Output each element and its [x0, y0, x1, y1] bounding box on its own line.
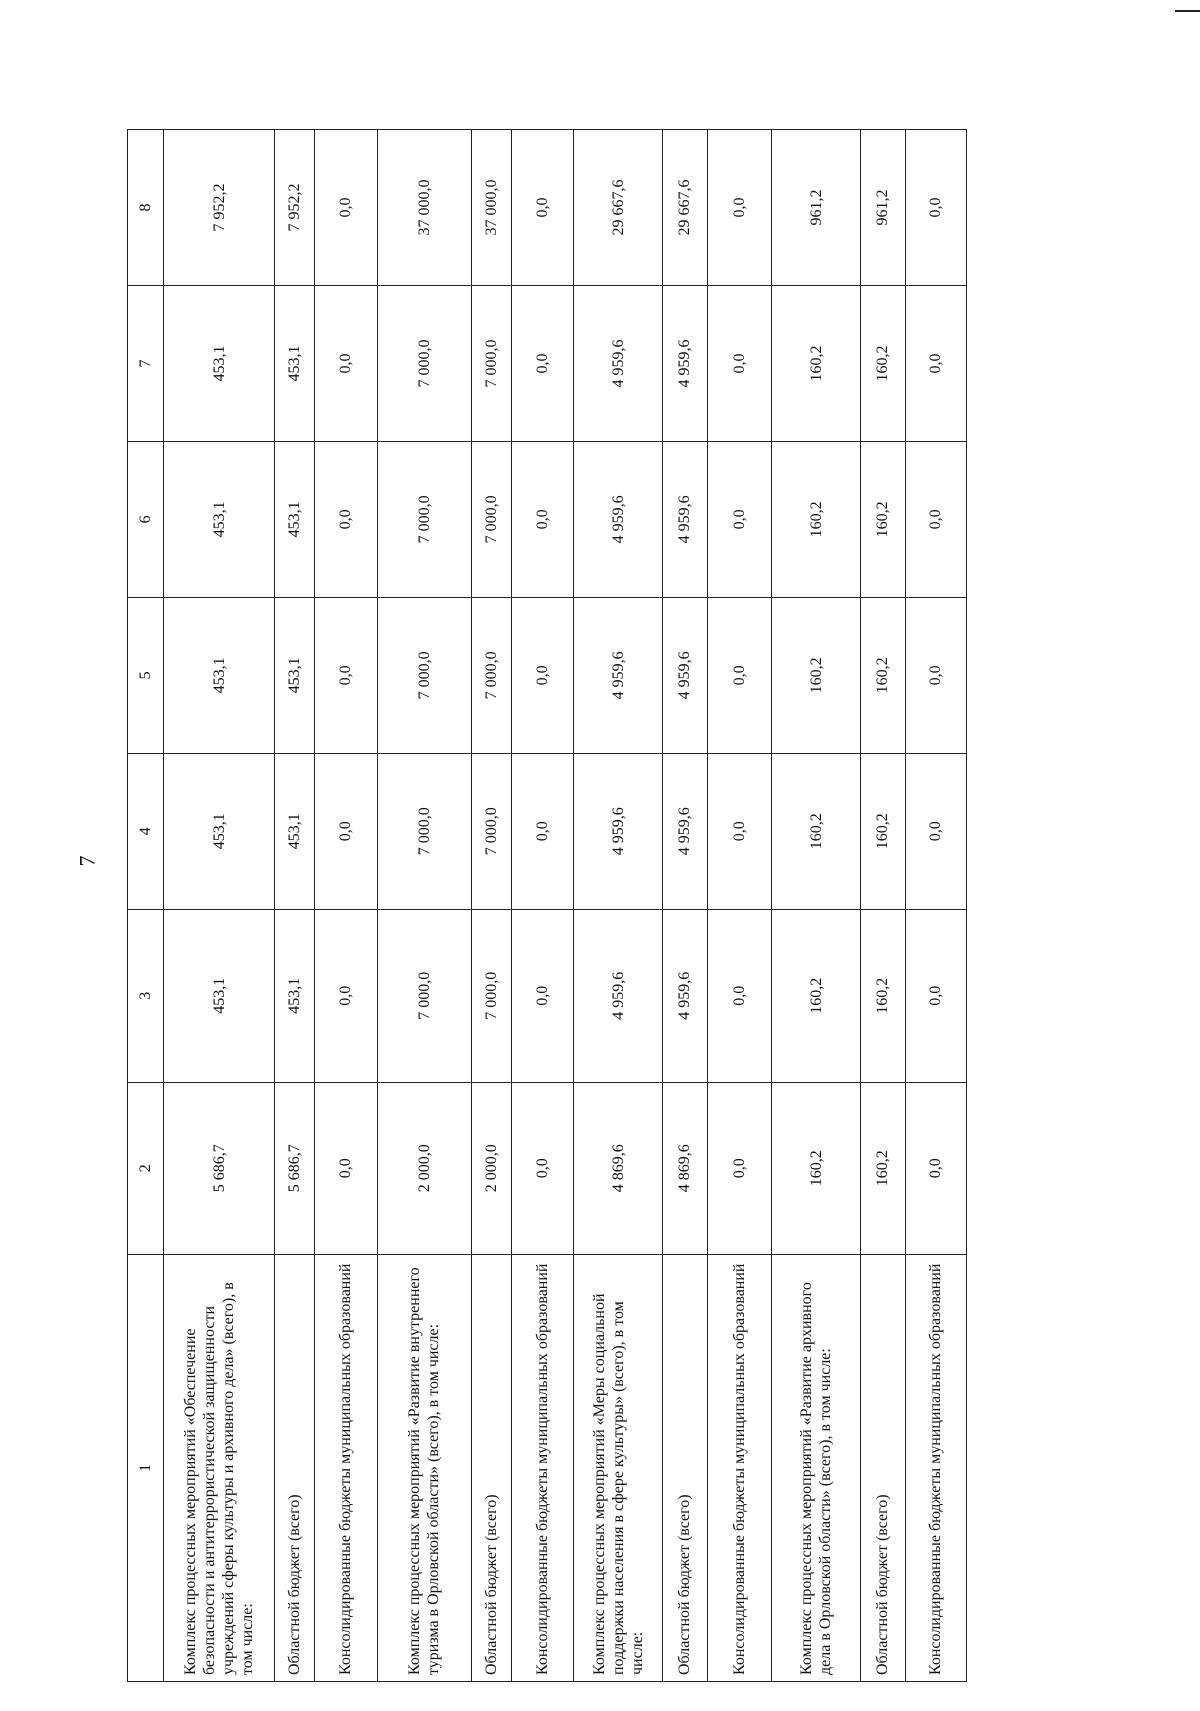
value-cell: 0,0	[905, 753, 966, 909]
row-label: Комплекс процессных мероприятий «Меры социальной поддержки населения в сфере культуры» (всего), в том числе:	[574, 1254, 663, 1681]
value-cell: 7 000,0	[377, 909, 472, 1082]
header-cell: 2	[128, 1082, 164, 1254]
value-cell: 7 000,0	[377, 286, 472, 442]
header-cell: 7	[128, 286, 164, 442]
value-cell: 7 000,0	[472, 753, 512, 909]
value-cell: 160,2	[772, 753, 861, 909]
value-cell: 4 959,6	[663, 597, 707, 753]
value-cell: 160,2	[772, 1082, 861, 1254]
value-cell: 0,0	[512, 130, 574, 286]
value-cell: 7 000,0	[472, 597, 512, 753]
value-cell: 7 000,0	[472, 441, 512, 597]
value-cell: 7 952,2	[164, 130, 275, 286]
value-cell: 0,0	[512, 597, 574, 753]
value-cell: 0,0	[315, 130, 377, 286]
value-cell: 160,2	[861, 286, 905, 442]
value-cell: 0,0	[905, 286, 966, 442]
table-header-row	[128, 130, 164, 1682]
budget-table	[127, 129, 967, 1682]
row-label: Консолидированные бюджеты муниципальных образований	[707, 1254, 772, 1681]
row-label: Консолидированные бюджеты муниципальных образований	[315, 1254, 377, 1681]
value-cell: 160,2	[861, 1082, 905, 1254]
header-cell: 6	[128, 441, 164, 597]
value-cell: 160,2	[861, 597, 905, 753]
value-cell: 160,2	[772, 597, 861, 753]
header-cell: 8	[128, 130, 164, 286]
edge-mark	[1175, 10, 1200, 12]
value-cell: 29 667,6	[663, 130, 707, 286]
value-cell: 37 000,0	[472, 130, 512, 286]
value-cell: 4 959,6	[663, 286, 707, 442]
value-cell: 0,0	[512, 1082, 574, 1254]
value-cell: 160,2	[772, 286, 861, 442]
table-row	[275, 130, 315, 1682]
row-label: Областной бюджет (всего)	[861, 1254, 905, 1681]
header-cell: 3	[128, 909, 164, 1082]
value-cell: 453,1	[164, 753, 275, 909]
value-cell: 0,0	[707, 441, 772, 597]
value-cell: 2 000,0	[377, 1082, 472, 1254]
value-cell: 37 000,0	[377, 130, 472, 286]
value-cell: 4 959,6	[663, 909, 707, 1082]
value-cell: 5 686,7	[164, 1082, 275, 1254]
value-cell: 0,0	[315, 597, 377, 753]
value-cell: 453,1	[275, 441, 315, 597]
value-cell: 4 959,6	[663, 441, 707, 597]
value-cell: 5 686,7	[275, 1082, 315, 1254]
value-cell: 0,0	[512, 286, 574, 442]
value-cell: 160,2	[772, 441, 861, 597]
value-cell: 160,2	[861, 753, 905, 909]
table-row	[772, 130, 861, 1682]
value-cell: 0,0	[512, 441, 574, 597]
value-cell: 0,0	[315, 1082, 377, 1254]
value-cell: 7 000,0	[377, 753, 472, 909]
row-label: Комплекс процессных мероприятий «Развитие архивного дела в Орловской области» (всего), в том числе:	[772, 1254, 861, 1681]
row-label: Консолидированные бюджеты муниципальных образований	[512, 1254, 574, 1681]
table-row	[315, 130, 377, 1682]
row-label: Областной бюджет (всего)	[472, 1254, 512, 1681]
header-cell: 4	[128, 753, 164, 909]
table-row	[377, 130, 472, 1682]
value-cell: 160,2	[772, 909, 861, 1082]
value-cell: 453,1	[164, 441, 275, 597]
value-cell: 4 959,6	[574, 441, 663, 597]
value-cell: 0,0	[707, 1082, 772, 1254]
value-cell: 7 000,0	[377, 597, 472, 753]
page-number: 7	[74, 855, 100, 867]
value-cell: 0,0	[905, 441, 966, 597]
value-cell: 453,1	[164, 597, 275, 753]
value-cell: 2 000,0	[472, 1082, 512, 1254]
value-cell: 7 000,0	[377, 441, 472, 597]
budget-table-container	[127, 129, 967, 1682]
table-row	[663, 130, 707, 1682]
row-label: Комплекс процессных мероприятий «Обеспечение безопасности и антитеррористической защищенности учреждений сферы культуры и архивного дела» (всего), в том числе:	[164, 1254, 275, 1681]
value-cell: 961,2	[772, 130, 861, 286]
value-cell: 0,0	[315, 909, 377, 1082]
value-cell: 4 959,6	[663, 753, 707, 909]
value-cell: 0,0	[315, 286, 377, 442]
value-cell: 453,1	[275, 597, 315, 753]
value-cell: 0,0	[905, 1082, 966, 1254]
value-cell: 0,0	[707, 286, 772, 442]
row-label: Областной бюджет (всего)	[663, 1254, 707, 1681]
value-cell: 4 959,6	[574, 909, 663, 1082]
value-cell: 0,0	[315, 753, 377, 909]
header-cell: 1	[128, 1254, 164, 1681]
value-cell: 4 959,6	[574, 753, 663, 909]
value-cell: 961,2	[861, 130, 905, 286]
table-row	[574, 130, 663, 1682]
value-cell: 0,0	[905, 909, 966, 1082]
header-cell: 5	[128, 597, 164, 753]
value-cell: 29 667,6	[574, 130, 663, 286]
table-row	[512, 130, 574, 1682]
row-label: Комплекс процессных мероприятий «Развитие внутреннего туризма в Орловской области» (всего), в том числе:	[377, 1254, 472, 1681]
value-cell: 7 000,0	[472, 286, 512, 442]
table-row	[164, 130, 275, 1682]
value-cell: 0,0	[315, 441, 377, 597]
value-cell: 453,1	[275, 753, 315, 909]
value-cell: 0,0	[707, 597, 772, 753]
row-label: Областной бюджет (всего)	[275, 1254, 315, 1681]
value-cell: 0,0	[707, 130, 772, 286]
value-cell: 7 952,2	[275, 130, 315, 286]
value-cell: 160,2	[861, 909, 905, 1082]
value-cell: 453,1	[164, 286, 275, 442]
value-cell: 0,0	[905, 597, 966, 753]
table-row	[472, 130, 512, 1682]
value-cell: 160,2	[861, 441, 905, 597]
value-cell: 4 959,6	[574, 597, 663, 753]
table-row	[707, 130, 772, 1682]
value-cell: 4 959,6	[574, 286, 663, 442]
row-label: Консолидированные бюджеты муниципальных образований	[905, 1254, 966, 1681]
value-cell: 453,1	[164, 909, 275, 1082]
value-cell: 7 000,0	[472, 909, 512, 1082]
value-cell: 0,0	[512, 753, 574, 909]
value-cell: 4 869,6	[574, 1082, 663, 1254]
table-row	[861, 130, 905, 1682]
value-cell: 453,1	[275, 286, 315, 442]
value-cell: 0,0	[512, 909, 574, 1082]
table-row	[905, 130, 966, 1682]
value-cell: 453,1	[275, 909, 315, 1082]
value-cell: 0,0	[707, 909, 772, 1082]
value-cell: 4 869,6	[663, 1082, 707, 1254]
value-cell: 0,0	[905, 130, 966, 286]
value-cell: 0,0	[707, 753, 772, 909]
